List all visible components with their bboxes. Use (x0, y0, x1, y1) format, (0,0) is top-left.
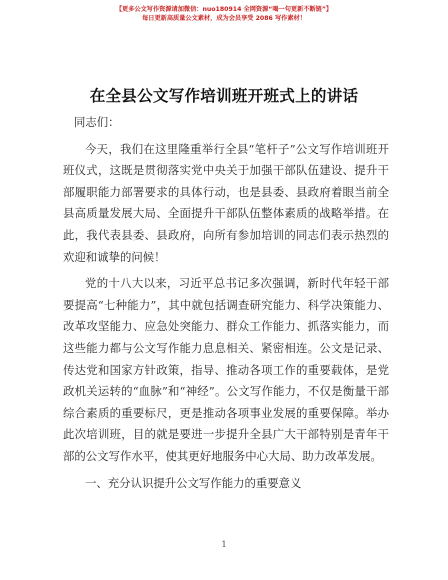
document-title: 在全县公文写作培训班开班式上的讲话 (89, 87, 359, 105)
promo-banner (0, 5, 448, 23)
document-body (63, 112, 389, 494)
page-number: 1 (221, 540, 227, 549)
paragraph-1: 今天，我们在这里隆重举行全县“笔杆子”公文写作培训班开班仪式，这既是贯彻落实党中央关于加强干部队伍建设、提升干部履职能力部署要求的具体行动，也是县委、县政府着眼当前全县高质量发展大局、全面提升干部队伍整体素质的战略举措。在此，我代表县委、县政府，向所有参加培训的同志们表示热烈的欢迎和诚挚的问候！ (63, 141, 389, 264)
salutation: 同志们： (74, 115, 120, 129)
paragraph-2: 党的十八大以来，习近平总书记多次强调，新时代年轻干部要提高“七种能力”，其中就包括调查研究能力、科学决策能力、改革攻坚能力、应急处突能力、群众工作能力、抓落实能力，而这些能力都与公文写作能力息息相关、紧密相连。公文是记录、传达党和国家方针政策，指导、推动各项工作的重要载体，是党政机关运转的“血脉”和“神经”。公文写作能力，不仅是衡量干部综合素质的重要标尺，更是推动各项事业发展的重要保障。举办此次培训班，目的就是要进一步提升全县广大干部特别是青年干部的公文写作水平，使其更好地服务中心大局、助力改革发展。 (63, 276, 389, 463)
promo-banner-line-1: 【更多公文写作资源请加微信：nuo180914 全网资源“喝一句更新不断链”】 (115, 6, 333, 13)
promo-banner-line-2: 每日更新高质量公文素材，成为会员享受 2086 写作素材！ (142, 15, 306, 22)
section-heading-1: 一、充分认识提升公文写作能力的重要意义 (85, 475, 302, 490)
